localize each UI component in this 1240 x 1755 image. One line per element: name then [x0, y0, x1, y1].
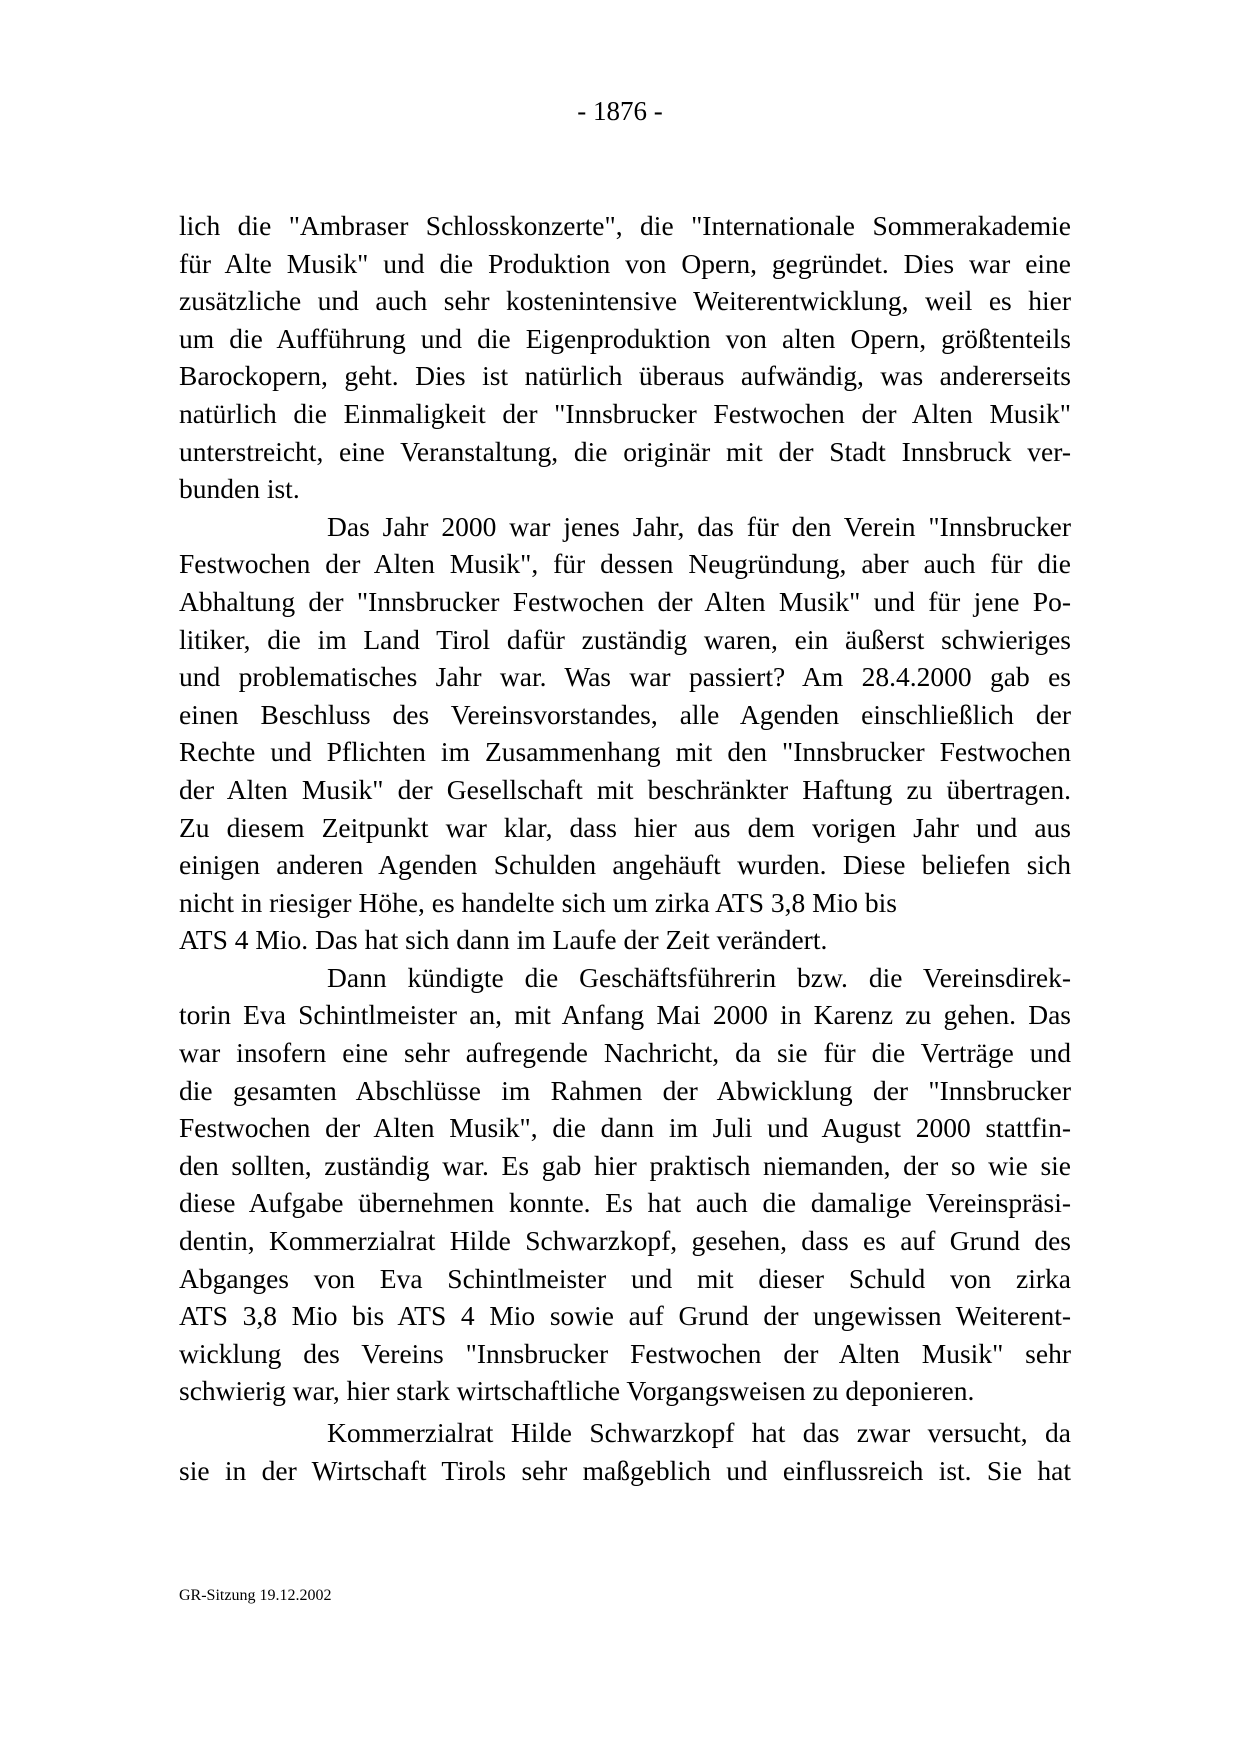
text-line: um die Aufführung und die Eigenproduktion von alten Opern, größtenteils — [179, 322, 1071, 354]
text-line: Festwochen der Alten Musik", für dessen Neugründung, aber auch für die — [179, 548, 1071, 580]
paragraph-start-line: Das Jahr 2000 war jenes Jahr, das für den Verein "Innsbrucker — [327, 510, 1071, 542]
text-line: Zu diesem Zeitpunkt war klar, dass hier aus dem vorigen Jahr und aus — [179, 811, 1071, 843]
page-number: - 1876 - — [577, 96, 663, 126]
text-line: torin Eva Schintlmeister an, mit Anfang Mai 2000 in Karenz zu gehen. Das — [179, 999, 1071, 1031]
footer-session-label: GR-Sitzung 19.12.2002 — [179, 1587, 332, 1604]
text-line: für Alte Musik" und die Produktion von Opern, gegründet. Dies war eine — [179, 247, 1071, 279]
paragraph-start-line: Kommerzialrat Hilde Schwarzkopf hat das zwar versucht, da — [327, 1417, 1071, 1448]
text-line: unterstreicht, eine Veranstaltung, die originär mit der Stadt Innsbruck ver- — [179, 435, 1071, 467]
text-line: schwierig war, hier stark wirtschaftliche Vorgangsweisen zu deponieren. — [179, 1375, 975, 1407]
text-line: zusätzliche und auch sehr kostenintensive Weiterentwicklung, weil es hier — [179, 285, 1071, 317]
text-line: ATS 3,8 Mio bis ATS 4 Mio sowie auf Grund der ungewissen Weiterent- — [179, 1300, 1071, 1332]
text-line: die gesamten Abschlüsse im Rahmen der Abwicklung der "Innsbrucker — [179, 1074, 1071, 1106]
text-line: einen Beschluss des Vereinsvorstandes, alle Agenden einschließlich der — [179, 698, 1071, 730]
text-line: dentin, Kommerzialrat Hilde Schwarzkopf, gesehen, dass es auf Grund des — [179, 1225, 1071, 1257]
body-text — [179, 207, 1071, 1489]
text-line: diese Aufgabe übernehmen konnte. Es hat auch die damalige Vereinspräsi- — [179, 1187, 1071, 1219]
text-line: einigen anderen Agenden Schulden angehäuft wurden. Diese beliefen sich — [179, 849, 1071, 881]
text-line: und problematisches Jahr war. Was war passiert? Am 28.4.2000 gab es — [179, 661, 1071, 693]
text-line: Barockopern, geht. Dies ist natürlich überaus aufwändig, was andererseits — [179, 360, 1071, 392]
text-line: bunden ist. — [179, 473, 300, 505]
text-line: ATS 4 Mio. Das hat sich dann im Laufe der Zeit verändert. — [179, 924, 828, 956]
text-line: war insofern eine sehr aufregende Nachricht, da sie für die Verträge und — [179, 1037, 1071, 1069]
text-line: nicht in riesiger Höhe, es handelte sich um zirka ATS 3,8 Mio bis — [179, 886, 897, 918]
text-line: sie in der Wirtschaft Tirols sehr maßgeblich und einflussreich ist. Sie hat — [179, 1454, 1071, 1486]
text-line: lich die "Ambraser Schlosskonzerte", die "Internationale Sommerakademie — [179, 210, 1071, 241]
text-line: Abganges von Eva Schintlmeister und mit dieser Schuld von zirka — [179, 1262, 1071, 1294]
text-line: Festwochen der Alten Musik", die dann im Juli und August 2000 stattfin- — [179, 1112, 1071, 1144]
text-line: natürlich die Einmaligkeit der "Innsbrucker Festwochen der Alten Musik" — [179, 397, 1071, 429]
text-line: litiker, die im Land Tirol dafür zuständig waren, ein äußerst schwieriges — [179, 623, 1071, 655]
text-line: der Alten Musik" der Gesellschaft mit beschränkter Haftung zu übertragen. — [179, 773, 1071, 805]
text-line: wicklung des Vereins "Innsbrucker Festwochen der Alten Musik" sehr — [179, 1337, 1071, 1369]
paragraph-start-line: Dann kündigte die Geschäftsführerin bzw. die Vereinsdirek- — [327, 961, 1071, 993]
text-line: Abhaltung der "Innsbrucker Festwochen der Alten Musik" und für jene Po- — [179, 585, 1071, 617]
text-line: Rechte und Pflichten im Zusammenhang mit den "Innsbrucker Festwochen — [179, 736, 1071, 768]
text-line: den sollten, zuständig war. Es gab hier praktisch niemanden, der so wie sie — [179, 1149, 1071, 1181]
